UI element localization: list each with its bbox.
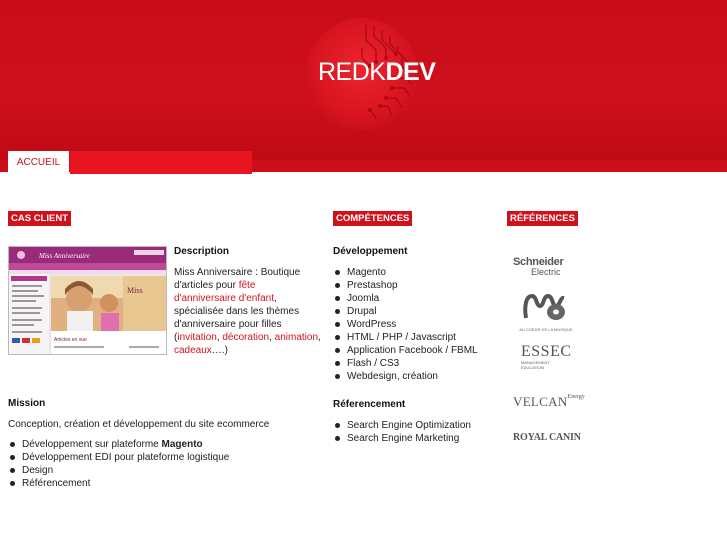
mission-item-text: Référencement <box>22 478 91 489</box>
description-line-5: d'anniversaire pour filles <box>174 319 282 330</box>
description-line-7 <box>174 344 324 357</box>
sep-1: , <box>216 332 223 343</box>
list-item: Joomla <box>333 292 478 305</box>
au-coeur-musique-logo[interactable] <box>518 292 574 332</box>
link-animation[interactable]: animation <box>274 332 318 343</box>
mission-heading: Mission <box>8 398 46 409</box>
list-item: Drupal <box>333 305 478 318</box>
schneider-sub: Electric <box>531 267 561 277</box>
dev-skills-list <box>333 266 478 383</box>
mission-text: Conception, création et développement du site ecommerce <box>8 419 270 430</box>
description-text <box>174 266 324 357</box>
list-item <box>8 477 229 490</box>
list-item: Webdesign, création <box>333 370 478 383</box>
description-line-3-comma: , <box>274 293 277 304</box>
velcan-name: VELCAN <box>513 394 568 409</box>
mission-list <box>8 438 229 490</box>
schneider-electric-logo[interactable] <box>513 257 564 277</box>
description-line-2 <box>174 279 324 292</box>
seo-heading: Réferencement <box>333 399 406 410</box>
description-line-1: Miss Anniversaire : Boutique <box>174 267 301 278</box>
nav-item-accueil[interactable]: ACCUEIL <box>8 151 69 175</box>
music-logo-icon <box>518 292 574 324</box>
description-heading: Description <box>174 246 230 257</box>
schneider-name: Schneider <box>513 256 564 268</box>
section-label-competences: COMPÉTENCES <box>333 211 412 226</box>
list-item <box>8 438 229 451</box>
link-invitation[interactable]: invitation <box>177 332 217 343</box>
sep-2: , <box>269 332 275 343</box>
mission-item-text: Design <box>22 465 54 476</box>
sep-3: , <box>318 332 321 343</box>
list-item: Flash / CS3 <box>333 357 478 370</box>
description-line-4: spécialisée dans les thèmes <box>174 306 300 317</box>
section-label-cas-client: CAS CLIENT <box>8 211 71 226</box>
essec-name: ESSEC <box>521 343 572 360</box>
description-line-3 <box>174 292 324 305</box>
logo-text-bold: DEV <box>385 58 436 86</box>
list-item <box>8 451 229 464</box>
logo-wordmark[interactable] <box>318 58 435 87</box>
nav-bar-fill <box>70 151 252 174</box>
royal-canin-logo[interactable] <box>513 432 581 443</box>
logo-text-thin: REDK <box>318 58 386 86</box>
thumbnail-site-title: Miss Anniversaire <box>39 252 90 260</box>
link-cadeaux[interactable]: cadeaux <box>174 345 212 356</box>
description-line-6 <box>174 331 324 344</box>
list-item <box>8 464 229 477</box>
music-logo-text: AU COEUR DE LA MUSIQUE <box>519 327 573 332</box>
list-item: Search Engine Optimization <box>333 419 471 432</box>
list-item: Search Engine Marketing <box>333 432 471 445</box>
thumbnail-image <box>9 247 167 355</box>
thumbnail-caption: Articles en vue <box>54 337 87 343</box>
link-decoration[interactable]: décoration <box>222 332 270 343</box>
dev-heading: Développement <box>333 246 408 257</box>
list-item: Magento <box>333 266 478 279</box>
list-item: Application Facebook / FBML <box>333 344 478 357</box>
mission-item-bold: Magento <box>161 439 203 450</box>
client-site-thumbnail[interactable] <box>8 246 167 355</box>
link-fete[interactable]: fête <box>238 280 256 291</box>
paren-close: ….) <box>211 345 228 356</box>
essec-sub: MANAGEMENT EDUCATION <box>521 360 550 370</box>
list-item: WordPress <box>333 318 478 331</box>
velcan-energy-logo[interactable] <box>513 394 585 410</box>
velcan-sub: Energy <box>567 394 585 400</box>
royal-canin-name: ROYAL CANIN <box>513 432 581 443</box>
list-item: Prestashop <box>333 279 478 292</box>
paren-open: ( <box>174 332 178 343</box>
mission-item-text: Développement sur plateforme <box>22 439 162 450</box>
list-item: HTML / PHP / Javascript <box>333 331 478 344</box>
site-header <box>0 0 727 172</box>
essec-logo[interactable] <box>521 343 572 370</box>
mission-item-text: Développement EDI pour plateforme logistique <box>22 452 230 463</box>
seo-skills-list <box>333 419 471 445</box>
link-anniversaire-enfant[interactable]: d'anniversaire d'enfant <box>174 293 274 304</box>
description-line-2-text: d'articles pour <box>174 280 239 291</box>
svg-text:Miss: Miss <box>127 286 143 295</box>
section-label-references: RÉFÉRENCES <box>507 211 578 226</box>
